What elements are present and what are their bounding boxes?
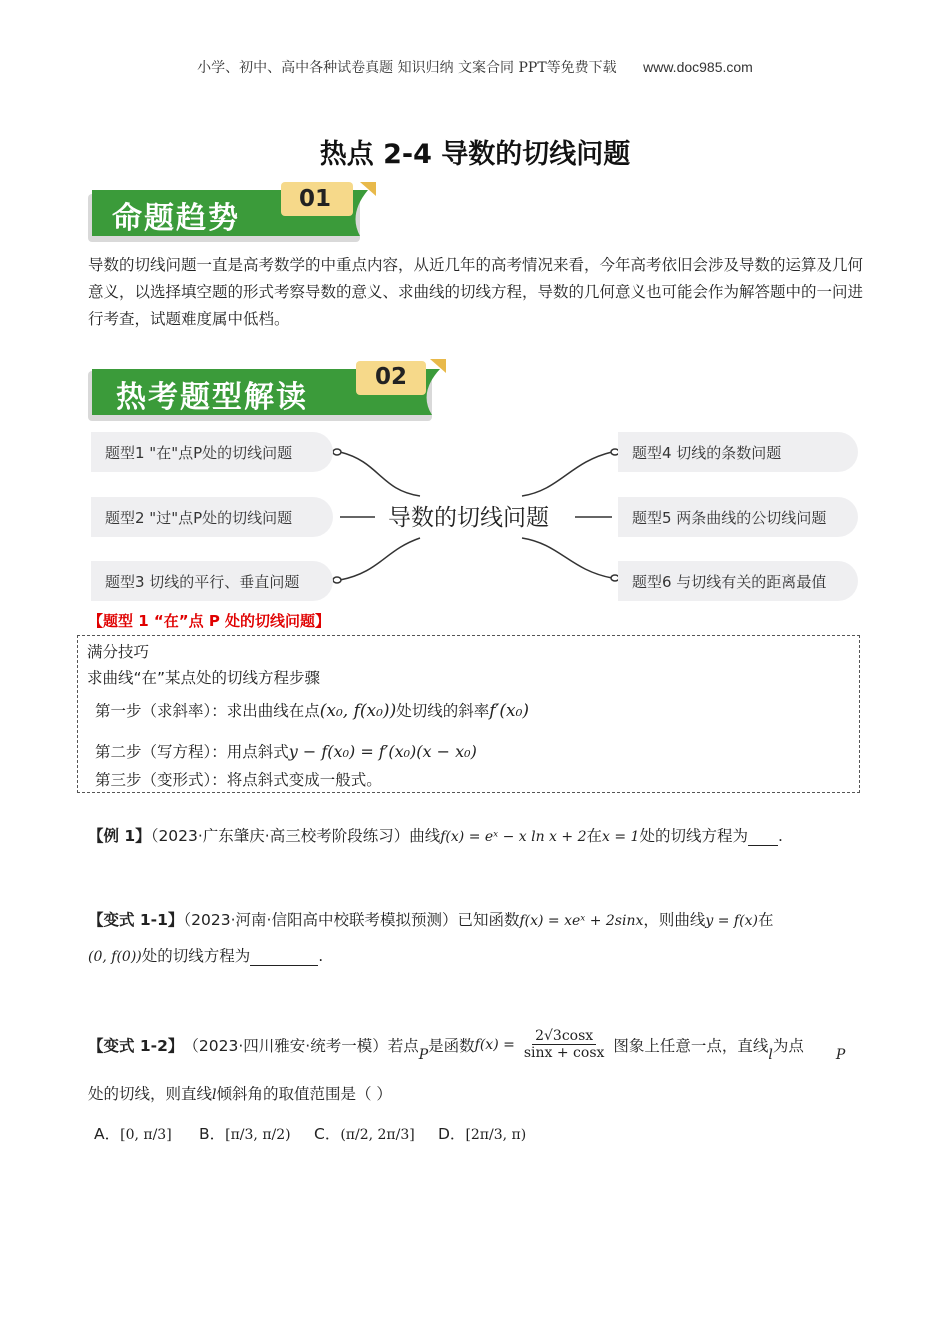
variant-1-2: 【变式 1-2】 （2023·四川雅安·统考一模）若点 P 是函数 f(x) = $\frac{2√3\cos x}{\sin x + \cos x}$ 图象上任意一点，直线 l 为点 P [88, 1028, 846, 1063]
tips-title: 满分技巧 [87, 643, 150, 661]
mindmap-left-1: 题型1 "在"点P处的切线问题 [91, 432, 333, 472]
banner-trend-label: 命题趋势 [112, 201, 240, 236]
option-d[interactable]: D．[2π/3, π) [438, 1125, 527, 1143]
tips-step1: 第一步（求斜率）：求出曲线在点(x₀, f(x₀))处切线的斜率f′(x₀) [95, 701, 530, 721]
mindmap-right-3: 题型6 与切线有关的距离最值 [618, 561, 858, 601]
point-math: (x₀, f(x₀)) [319, 701, 397, 721]
example-1: 【例 1】（2023·广东肇庆·高三校考阶段练习）曲线f(x) = eˣ − x ln x + 2在x = 1处的切线方程为 . [88, 827, 783, 845]
example1-func: f(x) = eˣ − x ln x + 2 [440, 829, 587, 845]
tips-step2: 第二步（写方程）：用点斜式y − f(x₀) = f′(x₀)(x − x₀) [95, 742, 477, 761]
tips-box [77, 635, 860, 793]
option-c[interactable]: C．(π/2, 2π/3] [314, 1125, 415, 1143]
variant-1-1: 【变式 1-1】（2023·河南·信阳高中校联考模拟预测）已知函数f(x) = xeˣ + 2sinx，则曲线y = f(x)在 [88, 911, 774, 929]
fraction: $\frac{2√3\cos x}{\sin x + \cos x}$ [523, 1028, 605, 1061]
answer-blank[interactable] [250, 947, 318, 966]
option-a[interactable]: A．[0, π/3] [94, 1125, 172, 1143]
option-b[interactable]: B．[π/3, π/2) [199, 1125, 291, 1143]
page-header [0, 57, 950, 77]
section-title: 【题型 1 “在”点 P 处的切线问题】 [88, 612, 331, 630]
tips-subtitle: 求曲线“在”某点处的切线方程步骤 [87, 669, 321, 687]
variant-1-2-line2: 处的切线，则直线l倾斜角的取值范围是（ ） [88, 1085, 392, 1103]
answer-blank[interactable] [748, 827, 778, 846]
point-slope-math: y − f(x₀) = f′(x₀)(x − x₀) [288, 742, 477, 761]
banner-hot-number: 02 [375, 364, 408, 390]
mindmap-right-2: 题型5 两条曲线的公切线问题 [618, 497, 858, 537]
tips-step3: 第三步（变形式）：将点斜式变成一般式。 [95, 771, 382, 789]
mindmap-center: 导数的切线问题 [388, 505, 549, 531]
trend-paragraph: 导数的切线问题一直是高考数学的中重点内容，从近几年的高考情况来看，今年高考依旧会涉及导数的运算及几何意义，以选择填空题的形式考察导数的意义、求曲线的切线方程，导数的几何意义也可能会作为解答题中的一问进行考查，试题难度属中低档。 [88, 256, 864, 328]
mindmap-left-3: 题型3 切线的平行、垂直问题 [91, 561, 333, 601]
mindmap-right-1: 题型4 切线的条数问题 [618, 432, 858, 472]
banner-trend-number: 01 [299, 186, 332, 212]
slope-math: f′(x₀) [489, 701, 530, 721]
header-text: 小学、初中、高中各种试卷真题 知识归纳 文案合同 PPT等免费下载 [197, 60, 617, 76]
mindmap-left-2: 题型2 "过"点P处的切线问题 [91, 497, 333, 537]
variant-1-1-line2: (0, f(0))处的切线方程为 . [88, 947, 324, 965]
header-url[interactable]: www.doc985.com [643, 59, 753, 75]
banner-hot-label: 热考题型解读 [116, 380, 308, 415]
variant11-func: f(x) = xeˣ + 2sinx [519, 913, 644, 929]
page-title: 热点 2-4 导数的切线问题 [319, 139, 631, 170]
